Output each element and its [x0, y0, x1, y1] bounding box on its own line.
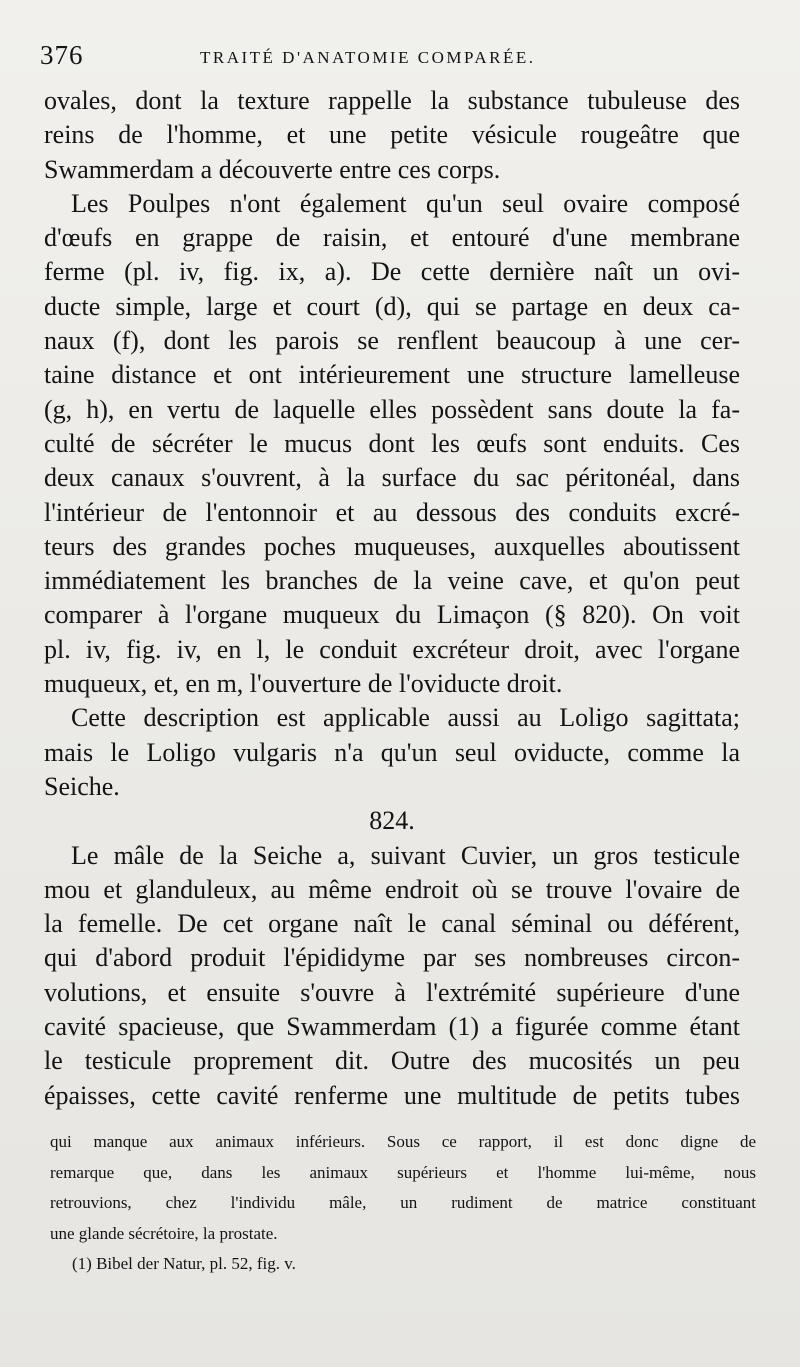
text-line: ducte simple, large et court (d), qui se partage en deux ca-	[44, 291, 740, 321]
footnote-line: une glande sécrétoire, la prostate.	[50, 1223, 278, 1243]
text-line: cavité spacieuse, que Swammerdam (1) a figurée comme étant	[44, 1012, 740, 1042]
text-line: mou et glanduleux, au même endroit où se trouve l'ovaire de	[44, 874, 740, 904]
text-line: naux (f), dont les parois se renflent beaucoup à une cer-	[44, 326, 740, 356]
text-line: qui d'abord produit l'épididyme par ses nombreuses circon-	[44, 943, 740, 973]
text-line: la femelle. De cet organe naît le canal séminal ou déférent,	[44, 909, 740, 939]
footnote-line: retrouvions, chez l'individu mâle, un rudiment de matrice constituant	[50, 1193, 756, 1212]
text-line: le testicule proprement dit. Outre des mucosités un peu	[44, 1046, 740, 1076]
text-line: mais le Loligo vulgaris n'a qu'un seul oviducte, comme la	[44, 737, 740, 767]
text-line: taine distance et ont intérieurement une structure lamelleuse	[44, 360, 740, 390]
text-line: d'œufs en grappe de raisin, et entouré d'une membrane	[44, 223, 740, 253]
running-title: TRAITÉ D'ANATOMIE COMPARÉE.	[200, 48, 536, 67]
text-line: ovales, dont la texture rappelle la substance tubuleuse des	[44, 86, 740, 115]
text-line: épaisses, cette cavité renferme une multitude de petits tubes	[44, 1080, 740, 1110]
text-line: immédiatement les branches de la veine cave, et qu'on peut	[44, 566, 740, 596]
section-number: 824.	[369, 806, 415, 836]
text-line: (g, h), en vertu de laquelle elles possèdent sans doute la fa-	[44, 394, 740, 424]
text-line: l'intérieur de l'entonnoir et au dessous des conduits excré-	[44, 497, 740, 527]
text-line: teurs des grandes poches muqueuses, auxquelles aboutissent	[44, 531, 740, 561]
text-line: ferme (pl. iv, fig. ix, a). De cette dernière naît un ovi-	[44, 257, 740, 287]
main-text	[44, 84, 740, 1113]
text-line: comparer à l'organe muqueux du Limaçon (§ 820). On voit	[44, 600, 740, 630]
page-number: 376	[40, 40, 84, 70]
text-line: culté de sécréter le mucus dont les œufs sont enduits. Ces	[44, 428, 740, 458]
footnote-line: (1) Bibel der Natur, pl. 52, fig. v.	[72, 1254, 296, 1273]
text-line: muqueux, et, en m, l'ouverture de l'oviducte droit.	[44, 669, 563, 699]
text-line: pl. iv, fig. iv, en l, le conduit excréteur droit, avec l'organe	[44, 634, 740, 664]
page-header	[40, 40, 770, 80]
footnote-line: remarque que, dans les animaux supérieurs et l'homme lui-même, nous	[50, 1162, 756, 1182]
text-line: Seiche.	[44, 771, 120, 801]
footnotes	[50, 1127, 756, 1280]
text-line: deux canaux s'ouvrent, à la surface du sac péritonéal, dans	[44, 463, 740, 493]
text-line: Cette description est applicable aussi au Loligo sagittata;	[71, 703, 740, 733]
text-line: reins de l'homme, et une petite vésicule rougeâtre que	[44, 120, 740, 150]
footnote-line: qui manque aux animaux inférieurs. Sous ce rapport, il est donc digne de	[50, 1132, 756, 1151]
text-line: Les Poulpes n'ont également qu'un seul ovaire composé	[71, 188, 740, 218]
text-line: Swammerdam a découverte entre ces corps.	[44, 154, 501, 184]
text-line: volutions, et ensuite s'ouvre à l'extrémité supérieure d'une	[44, 977, 740, 1007]
text-line: Le mâle de la Seiche a, suivant Cuvier, un gros testicule	[71, 840, 740, 870]
